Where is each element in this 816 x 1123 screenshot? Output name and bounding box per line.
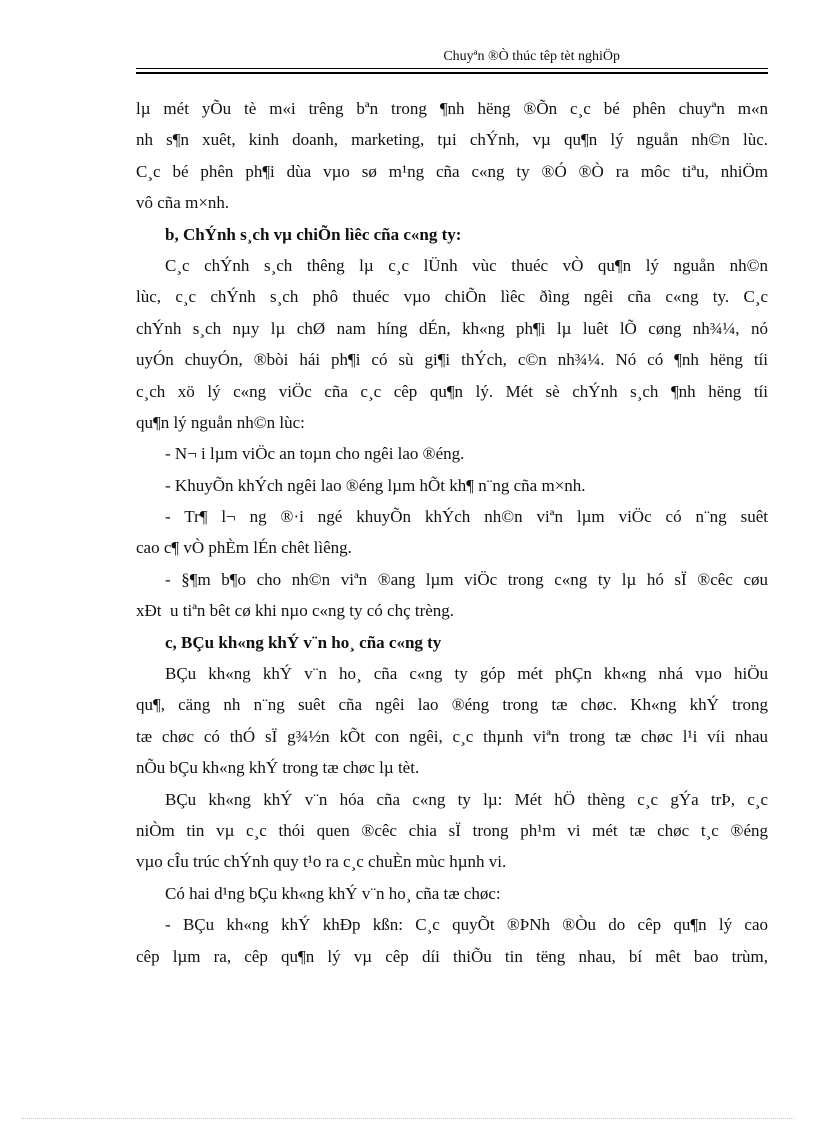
text-line: C¸c bé phên ph¶i dùa vµo sø m¹ng cña c«ng ty ®Ó ®Ò ra môc tiªu, nhiÖm bbox=[136, 161, 768, 181]
text-line: vµo cÎu trúc chÝnh quy t¹o ra c¸c chuÈn mùc hµnh vi. bbox=[136, 852, 507, 872]
text-line: qu¶, cäng nh n¨ng suêt cña ngêi lao ®éng trong tæ chøc. Kh«ng khÝ trong bbox=[136, 695, 768, 715]
bullet-line: - Tr¶ l¬ ng ®·i ngé khuyÕn khÝch nh©n viªn lµm viÖc có n¨ng suêt bbox=[165, 507, 768, 527]
text-line: tæ chøc có thÓ sÏ g¾½n kÕt con ngêi, c¸c thµnh viªn trong tæ chøc l¹i víi nhau bbox=[136, 726, 768, 746]
text-line: uyÓn chuyÓn, ®bòi hái ph¶i có sù gi¶i thÝch, c©n nh¾¼. Nó có ¶nh hëng tíi bbox=[136, 350, 768, 370]
text-line: xÐt u tiªn bêt cø khi nµo c«ng ty có chç trèng. bbox=[136, 601, 455, 621]
bullet-line: - N¬ i lµm viÖc an toµn cho ngêi lao ®éng. bbox=[165, 444, 465, 464]
header-rule-thin bbox=[136, 68, 768, 69]
text-line: BÇu kh«ng khÝ v¨n hóa cña c«ng ty lµ: Mét hÖ thèng c¸c gÝa trÞ, c¸c bbox=[165, 789, 768, 809]
text-line: BÇu kh«ng khÝ v¨n ho¸ cña c«ng ty góp mét phÇn kh«ng nhá vµo hiÖu bbox=[165, 664, 768, 684]
text-line: chÝnh s¸ch nµy lµ chØ nam híng dÉn, kh«ng ph¶i lµ luêt lÕ cøng nh¾¼, nó bbox=[136, 318, 768, 338]
text-line: nÕu bÇu kh«ng khÝ trong tæ chøc lµ tèt. bbox=[136, 758, 420, 778]
body-text bbox=[136, 93, 768, 972]
text-line: qu¶n lý nguån nh©n lùc: bbox=[136, 412, 305, 432]
text-line: cao c¶ vÒ phÈm lÉn chêt lìêng. bbox=[136, 538, 352, 558]
text-line: C¸c chÝnh s¸ch thêng lµ c¸c lÜnh vùc thuéc vÒ qu¶n lý nguån nh©n bbox=[165, 255, 768, 275]
bullet-line: - KhuyÕn khÝch ngêi lao ®éng lµm hÕt kh¶ n¨ng cña m×nh. bbox=[165, 475, 586, 495]
bullet-line: - §¶m b¶o cho nh©n viªn ®ang lµm viÖc trong c«ng ty lµ hó sÏ ®cêc cøu bbox=[165, 569, 768, 589]
header-rule-thick bbox=[136, 72, 768, 74]
text-line: lùc, c¸c chÝnh s¸ch phô thuéc vµo chiÕn lìêc ðìng ngêi cña c«ng ty. C¸c bbox=[136, 287, 768, 307]
text-line: cêp lµm ra, cêp qu¶n lý vµ cêp díi thiÕu tin tëng nhau, bí mêt bao trùm, bbox=[136, 946, 768, 966]
section-heading-c: c, BÇu kh«ng khÝ v¨n ho¸ cña c«ng ty bbox=[165, 632, 442, 652]
text-line: nh s¶n xuêt, kinh doanh, marketing, tµi chÝnh, vµ qu¶n lý nguån nh©n lùc. bbox=[136, 130, 768, 150]
section-heading-b: b, ChÝnh s¸ch vµ chiÕn lìêc cña c«ng ty: bbox=[165, 224, 462, 244]
text-line: vô cña m×nh. bbox=[136, 193, 230, 213]
text-line: c¸ch xö lý c«ng viÖc cña c¸c cêp qu¶n lý. Mét sè chÝnh s¸ch ¶nh hëng tíi bbox=[136, 381, 768, 401]
text-line: Có hai d¹ng bÇu kh«ng khÝ v¨n ho¸ cña tæ chøc: bbox=[165, 883, 501, 903]
text-line: lµ mét yÕu tè m«i trêng bªn trong ¶nh hëng ®Õn c¸c bé phên chuyªn m«n bbox=[136, 99, 768, 118]
bullet-line: - BÇu kh«ng khÝ khÐp kßn: C¸c quyÕt ®ÞNh ®Òu do cêp qu¶n lý cao bbox=[165, 915, 768, 935]
running-header: Chuyªn ®Ò thúc têp tèt nghiÖp bbox=[443, 49, 620, 64]
page-boundary bbox=[22, 1118, 794, 1119]
text-line: niÒm tin vµ c¸c thói quen ®cêc chia sÏ trong ph¹m vi mét tæ chøc t¸c ®éng bbox=[136, 820, 768, 840]
